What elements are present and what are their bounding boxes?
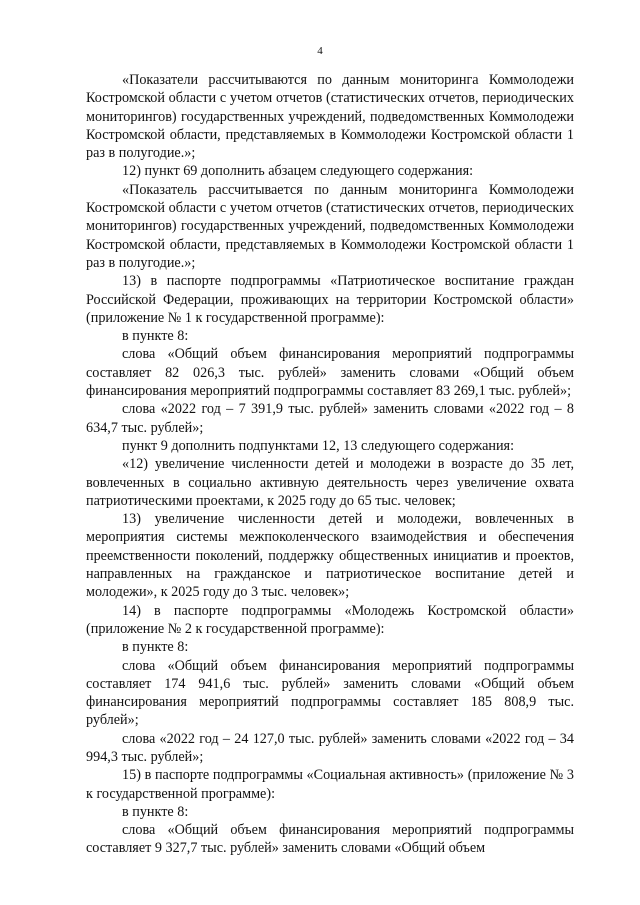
paragraph-item-12: 12) пункт 69 дополнить абзацем следующего содержания: [122, 163, 474, 180]
paragraph-item-15: 15) в паспорте подпрограммы «Социальная активность» (приложение № 3 к государственной программе): [86, 767, 574, 802]
paragraph-total-funding-1: слова «Общий объем финансирования мероприятий подпрограммы составляет 82 026,3 тыс. рублей» заменить словами «Общий объем финансирования мероприятий подпрограммы составляет 83 269,1 тыс. рублей»; [86, 346, 574, 400]
paragraph-indicator-note: «Показатель рассчитывается по данным мониторинга Коммолодежи Костромской области с учетом отчетов (статистических отчетов, периодических мониторингов) государственных учреждений, подведомственных Коммолодежи Костромской области, представляемых в Коммолодежи Костромской области 1 раз в полугодие.»; [86, 181, 574, 271]
paragraph-total-funding-2: слова «Общий объем финансирования мероприятий подпрограммы составляет 174 941,6 тыс. рублей» заменить словами «Общий объем финансирования мероприятий подпрограммы составляет 185 808,9 тыс. рублей»; [86, 657, 574, 729]
paragraph-item-14: 14) в паспорте подпрограммы «Молодежь Костромской области» (приложение № 2 к государственной программе): [86, 602, 574, 637]
paragraph-point-9: пункт 9 дополнить подпунктами 12, 13 следующего содержания: [122, 437, 515, 454]
page-number: 4 [317, 45, 323, 57]
paragraph-point-8: в пункте 8: [122, 803, 189, 820]
paragraph-indicators-note: «Показатели рассчитываются по данным мониторинга Коммолодежи Костромской области с учетом отчетов (статистических отчетов, периодических мониторингов) государственных учреждений, подведомственных Коммолодежи Костромской области, представляемых в Коммолодежи Костромской области 1 раз в полугодие.»; [86, 72, 574, 162]
document-body [86, 71, 574, 858]
paragraph-item-13: 13) в паспорте подпрограммы «Патриотическое воспитание граждан Российской Федерации, проживающих на территории Костромской области» (приложение № 1 к государственной программе): [86, 273, 574, 326]
paragraph-point-8: в пункте 8: [122, 639, 189, 656]
paragraph-subitem-13: 13) увеличение численности детей и молодежи, вовлеченных в мероприятия системы межпоколенческого взаимодействия и обеспечения преемственности поколений, поддержку общественных инициатив и проектов, направленных на гражданское и патриотическое воспитание детей и молодежи», к 2025 году до 3 тыс. человек»; [86, 511, 574, 601]
paragraph-year-2022-1: слова «2022 год – 7 391,9 тыс. рублей» заменить словами «2022 год – 8 634,7 тыс. рублей»; [86, 401, 574, 436]
paragraph-point-8: в пункте 8: [122, 328, 189, 345]
paragraph-subitem-12: «12) увеличение численности детей и молодежи в возрасте до 35 лет, вовлеченных в социально активную деятельность через увеличение охвата патриотическими проектами, к 2025 году до 65 тыс. человек; [86, 456, 574, 509]
paragraph-year-2022-2: слова «2022 год – 24 127,0 тыс. рублей» заменить словами «2022 год – 34 994,3 тыс. рублей»; [86, 730, 574, 765]
paragraph-total-funding-3: слова «Общий объем финансирования мероприятий подпрограммы составляет 9 327,7 тыс. рублей» заменить словами «Общий объем [86, 822, 574, 857]
